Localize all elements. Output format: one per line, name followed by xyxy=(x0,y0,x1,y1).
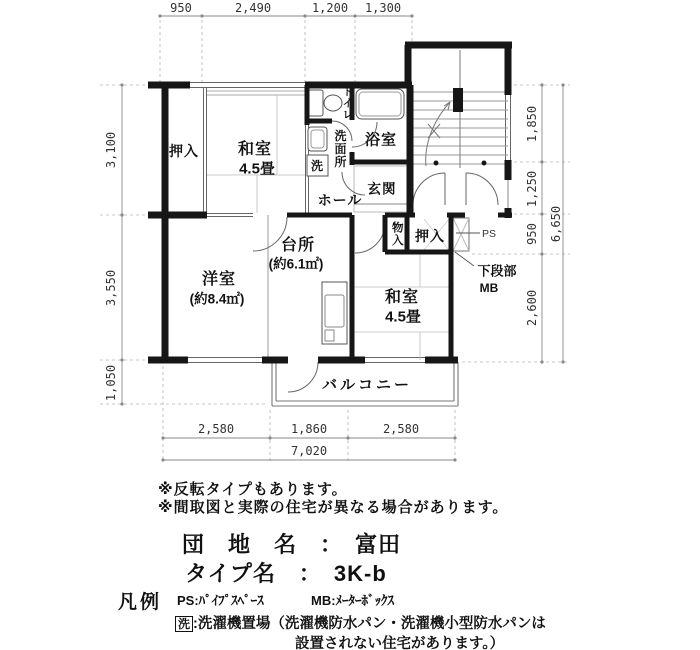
legend-mb: MB:ﾒｰﾀｰﾎﾞｯｸｽ xyxy=(311,593,395,608)
dimension-ticks xyxy=(120,14,564,461)
dim-top-4: 1,300 xyxy=(364,1,402,15)
toilet-tank xyxy=(308,90,323,116)
room-size-western: (約8.4㎡) xyxy=(189,291,245,307)
legend-laundry-line xyxy=(175,612,546,633)
kitchen-sink xyxy=(325,295,344,327)
dim-top-2: 2,490 xyxy=(234,1,272,15)
room-label-senmenjo: 洗面所 xyxy=(333,129,347,169)
annotation-ps: PS xyxy=(481,227,497,240)
dim-right-1: 1,850 xyxy=(525,105,539,143)
stair-newel xyxy=(453,88,463,112)
dim-right-3: 950 xyxy=(525,223,539,245)
room-size-kitchen: (約6.1㎡) xyxy=(268,256,324,272)
title-type-name: タイプ名 ： 3K-b xyxy=(185,561,387,586)
toilet-bowl xyxy=(324,95,342,111)
dim-right-2: 1,250 xyxy=(525,170,539,208)
room-label-balcony: バルコニー xyxy=(321,376,413,394)
room-label-toilet: トイレ xyxy=(341,85,354,121)
room-label-genkan: 玄関 xyxy=(367,181,397,197)
legend-laundry-line-2: 設置されない住宅があります。） xyxy=(295,636,505,650)
dim-left-2: 3,550 xyxy=(104,269,118,307)
annotation-mb: MB xyxy=(479,281,499,295)
dim-bottom-2: 1,860 xyxy=(290,422,328,436)
dim-left-1: 3,100 xyxy=(104,131,118,169)
dim-bottom-1: 2,580 xyxy=(197,422,235,436)
legend-laundry-text: :洗濯機置場（洗濯機防水パン・洗濯機小型防水パンは xyxy=(193,616,546,632)
room-label-hall: ホール xyxy=(317,192,363,208)
room-size-washitsu-bottom: 4.5畳 xyxy=(385,308,421,326)
room-label-washitsu-top: 和室 xyxy=(237,141,273,158)
dim-top-1: 950 xyxy=(170,1,192,15)
title-danchi-name: 団 地 名 ： 富田 xyxy=(182,532,402,557)
room-label-western: 洋室 xyxy=(201,271,237,288)
room-label-monoire: 物入 xyxy=(390,221,403,247)
note-1: ※反転タイプもあります。 xyxy=(158,481,348,498)
dim-bottom-3: 2,580 xyxy=(382,422,420,436)
staircase xyxy=(412,50,508,168)
annotation-lower-section: 下段部 xyxy=(477,263,517,279)
note-2: ※間取図と実際の住宅が異なる場合があります。 xyxy=(158,499,509,516)
room-label-laundry: 洗 xyxy=(310,159,324,173)
room-label-washitsu-bottom: 和室 xyxy=(384,289,420,306)
room-label-kitchen: 台所 xyxy=(280,237,316,254)
legend-ps: PS:ﾊﾟｲﾌﾟｽﾍﾟｰｽ xyxy=(177,593,264,608)
room-label-bath: 浴室 xyxy=(364,131,398,149)
dim-top-3: 1,200 xyxy=(311,1,349,15)
legend-laundry-symbol: 洗 xyxy=(175,616,193,632)
room-size-washitsu-top: 4.5畳 xyxy=(239,160,275,178)
room-label-oshiire-top: 押入 xyxy=(169,143,199,159)
legend-heading: 凡例 xyxy=(118,592,163,613)
dim-right-total: 6,650 xyxy=(549,205,563,243)
dim-right-4: 2,600 xyxy=(525,289,539,327)
dim-bottom-total: 7,020 xyxy=(290,444,328,458)
dim-left-3: 1,050 xyxy=(104,364,118,402)
room-label-oshiire-bottom: 押入 xyxy=(415,228,445,244)
